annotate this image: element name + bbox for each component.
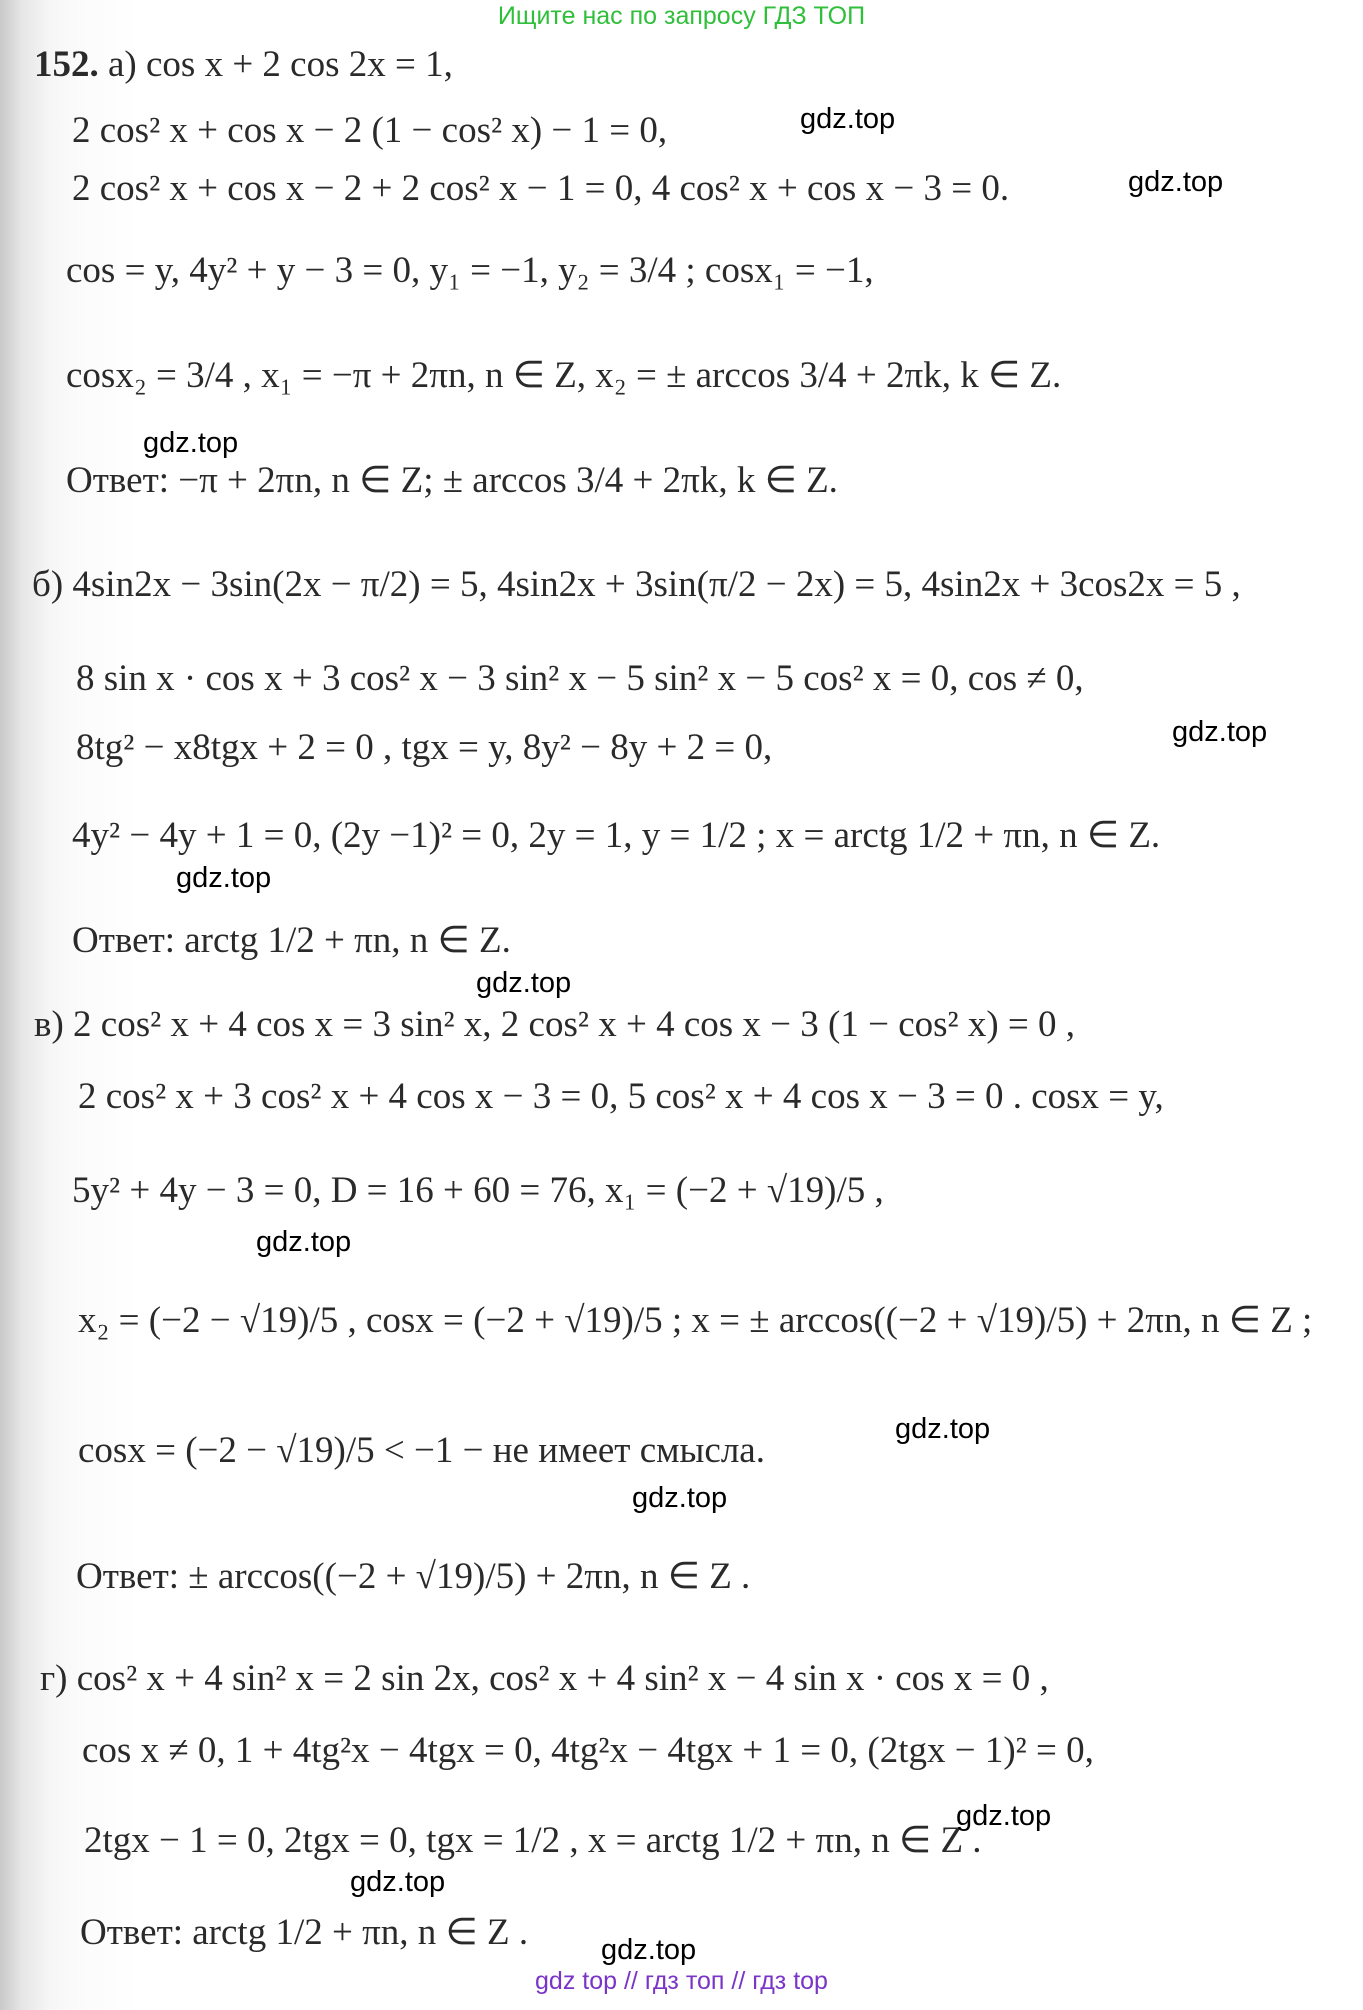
watermark: gdz.top (476, 967, 572, 999)
watermark: gdz.top (601, 1934, 697, 1966)
search-banner[interactable]: Ищите нас по запросу ГДЗ ТОП (497, 2, 866, 30)
solution-line-15: x₂ = (−2 − √19)/5 , cosx = (−2 + √19)/5 ; x = ± arccos((−2 + √19)/5) + 2πn, n ∈ Z ; (78, 1300, 1313, 1341)
answer-a: Ответ: −π + 2πn, n ∈ Z; ± arccos 3/4 + 2πk, k ∈ Z. (66, 460, 838, 501)
answer-b: Ответ: arctg 1/2 + πn, n ∈ Z. (72, 920, 511, 961)
footer-links[interactable]: gdz top // гдз топ // гдз top (535, 1967, 828, 1995)
watermark: gdz.top (256, 1226, 352, 1258)
solution-line-5: cosx₂ = 3/4 , x₁ = −π + 2πn, n ∈ Z, x₂ = ± arccos 3/4 + 2πk, k ∈ Z. (66, 355, 1062, 396)
solution-line-19: cos x ≠ 0, 1 + 4tg²x − 4tgx = 0, 4tg²x − 4tgx + 1 = 0, (2tgx − 1)² = 0, (82, 1730, 1094, 1771)
watermark: gdz.top (143, 427, 239, 459)
solution-line-10: 4y² − 4y + 1 = 0, (2y −1)² = 0, 2y = 1, y = 1/2 ; x = arctg 1/2 + πn, n ∈ Z. (72, 815, 1161, 856)
solution-line-2: 2 cos² x + cos x − 2 (1 − cos² x) − 1 = 0, (72, 110, 668, 151)
equation-text: а) cos x + 2 cos 2x = 1, (108, 44, 453, 85)
answer-v: Ответ: ± arccos((−2 + √19)/5) + 2πn, n ∈ Z . (76, 1556, 751, 1597)
solution-line-12: в) 2 cos² x + 4 cos x = 3 sin² x, 2 cos² x + 4 cos x − 3 (1 − cos² x) = 0 , (34, 1004, 1076, 1045)
solution-line-8: 8 sin x · cos x + 3 cos² x − 3 sin² x − 5 sin² x − 5 cos² x = 0, cos ≠ 0, (76, 658, 1084, 699)
solution-line-20: 2tgx − 1 = 0, 2tgx = 0, tgx = 1/2 , x = arctg 1/2 + πn, n ∈ Z . (84, 1820, 982, 1861)
problem-number: 152. (34, 44, 99, 85)
solution-line-3: 2 cos² x + cos x − 2 + 2 cos² x − 1 = 0, 4 cos² x + cos x − 3 = 0. (72, 168, 1010, 209)
watermark: gdz.top (176, 862, 272, 894)
watermark: gdz.top (1172, 716, 1268, 748)
solution-line-4: cos = y, 4y² + y − 3 = 0, y₁ = −1, y₂ = 3/4 ; cosx₁ = −1, (66, 250, 874, 291)
watermark: gdz.top (956, 1800, 1052, 1832)
solution-line-7: б) 4sin2x − 3sin(2x − π/2) = 5, 4sin2x + 3sin(π/2 − 2x) = 5, 4sin2x + 3cos2x = 5 , (32, 564, 1241, 605)
answer-g: Ответ: arctg 1/2 + πn, n ∈ Z . (80, 1912, 529, 1953)
watermark: gdz.top (1128, 166, 1224, 198)
watermark: gdz.top (350, 1866, 446, 1898)
watermark: gdz.top (800, 103, 896, 135)
solution-line-16: cosx = (−2 − √19)/5 < −1 − не имеет смысла. (78, 1430, 765, 1471)
watermark: gdz.top (895, 1413, 991, 1445)
solution-line-18: г) cos² x + 4 sin² x = 2 sin 2x, cos² x + 4 sin² x − 4 sin x · cos x = 0 , (40, 1658, 1049, 1699)
solution-line-13: 2 cos² x + 3 cos² x + 4 cos x − 3 = 0, 5 cos² x + 4 cos x − 3 = 0 . cosx = y, (78, 1076, 1164, 1117)
solution-line-9: 8tg² − x8tgx + 2 = 0 , tgx = y, 8y² − 8y + 2 = 0, (76, 727, 773, 768)
watermark: gdz.top (632, 1482, 728, 1514)
solution-line-1 (34, 44, 453, 87)
solution-line-14: 5y² + 4y − 3 = 0, D = 16 + 60 = 76, x₁ = (−2 + √19)/5 , (72, 1170, 884, 1211)
